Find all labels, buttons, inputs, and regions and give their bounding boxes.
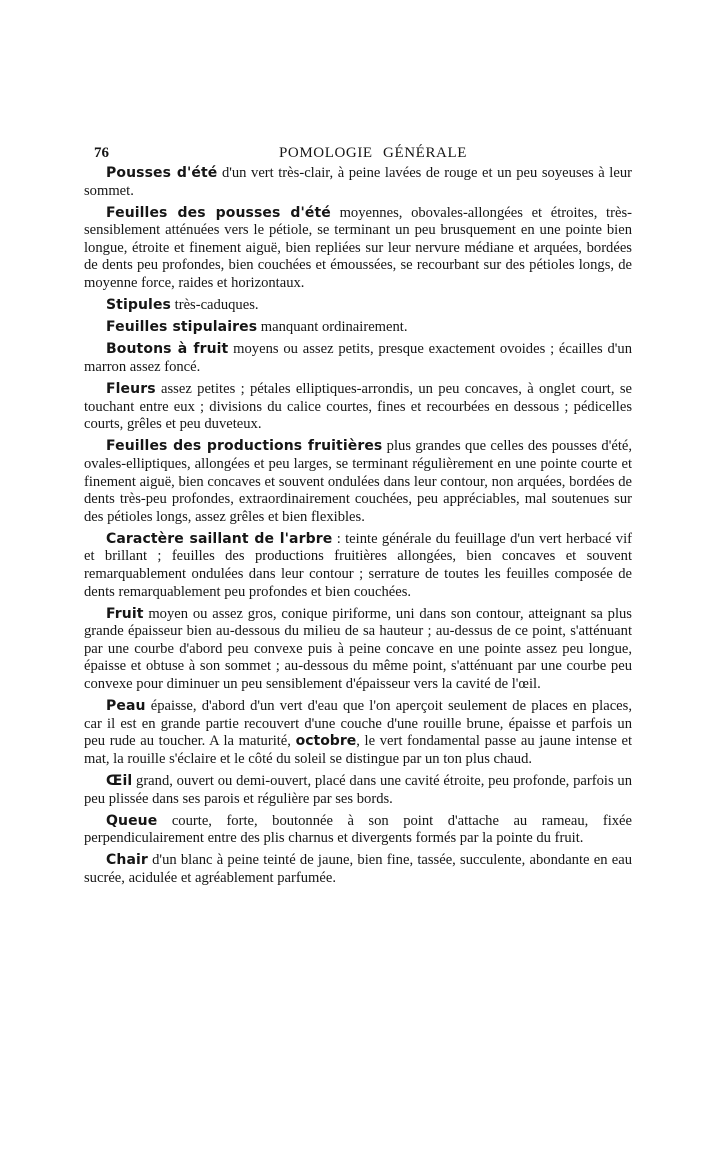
term: Peau: [106, 698, 146, 715]
paragraph-text: manquant ordinairement.: [257, 319, 408, 336]
running-head: [84, 143, 632, 165]
paragraph-oeil: [84, 773, 632, 808]
paragraph-feuilles-productions: [84, 438, 632, 526]
paragraph-text: épaisse, d'abord d'un vert d'eau que l'on aperçoit seulement de places en places, car il est en grande partie recouvert d'une couche d'une rouille brune, épaisse et parfois un peu rude au toucher. A la maturité,: [84, 698, 632, 750]
term: Feuilles stipulaires: [106, 319, 258, 336]
paragraph-stipules: [84, 297, 632, 315]
paragraph-fleurs: [84, 381, 632, 434]
term: Feuilles des productions fruitières: [106, 438, 383, 455]
paragraph-chair: [84, 852, 632, 887]
maturity-month: octobre: [295, 733, 357, 750]
paragraph-text-continued: , le vert fondamental passe au jaune intense et mat, la rouille s'éclaire et le côté du soleil se distingue par un ton plus chaud.: [84, 733, 632, 767]
paragraph-text: moyen ou assez gros, conique piriforme, uni dans son contour, atteignant sa plus grande épaisseur bien au-dessous du milieu de sa hauteur ; au-dessus de ce point, s'atténuant par une courbe d'abord peu convexe puis à peine concave en une pointe assez peu longue, épaisse et obtuse à son sommet ; au-dessous du même point, s'atténuant par une courbe peu convexe pour diminuer un peu sensiblement d'épaisseur vers la cavité de l'œil.: [84, 605, 632, 693]
page-number: 76: [94, 145, 109, 161]
term: Fleurs: [106, 381, 156, 398]
paragraph-feuilles-pousses: [84, 205, 632, 293]
term: Feuilles des pousses d'été: [106, 204, 331, 221]
paragraph-text: d'un blanc à peine teinté de jaune, bien fine, tassée, succulente, abondante en eau sucrée, acidulée et agréablement parfumée.: [84, 852, 632, 886]
paragraph-text: moyennes, obovales-allongées et étroites, très-sensiblement atténuées vers le pétiole, se terminant un peu brusquement en une pointe bien longue, étroite et finement aiguë, bien repliées sur leur nervure médiane et arquées, bordées de dents peu profondes, bien couchées et émoussées, se recourbant sur des pétioles longs, de moyenne force, raides et horizontaux.: [84, 204, 632, 292]
paragraph-peau: [84, 698, 632, 768]
paragraph-caractere: [84, 531, 632, 601]
running-title: POMOLOGIE GÉNÉRALE: [278, 145, 468, 161]
term: Queue: [106, 812, 158, 829]
paragraph-text: grand, ouvert ou demi-ouvert, placé dans une cavité étroite, peu profonde, parfois un peu plissée dans ses parois et régulière par ses bords.: [84, 773, 632, 807]
book-page: [84, 143, 632, 892]
term: Chair: [106, 852, 148, 869]
term: Fruit: [106, 605, 144, 622]
paragraph-text: assez petites ; pétales elliptiques-arrondis, un peu concaves, à onglet court, se touchant entre eux ; divisions du calice courtes, fines et recourbées en dessous ; pédicelles courts, grêles et peu duveteux.: [84, 381, 632, 433]
paragraph-queue: [84, 813, 632, 848]
paragraph-text: d'un vert très-clair, à peine lavées de rouge et un peu soyeuses à leur sommet.: [84, 165, 632, 199]
term: Pousses d'été: [106, 165, 218, 181]
term: Stipules: [106, 297, 171, 314]
term: Boutons à fruit: [106, 341, 229, 358]
paragraph-text: courte, forte, boutonnée à son point d'attache au rameau, fixée perpendiculairement entre des plis charnus et divergents formés par la pointe du fruit.: [84, 812, 632, 847]
paragraph-text: moyens ou assez petits, presque exactement ovoides ; écailles d'un marron assez foncé.: [84, 341, 633, 375]
paragraph-text: plus grandes que celles des pousses d'été, ovales-elliptiques, allongées et peu larges, se terminant régulièrement en une pointe courte et finement aiguë, bien concaves et souvent ondulées dans leur contour, non arquées, bordées de dents très-peu profondes, extraordinairement couchées, peu appréciables, mal soutenues sur des pétioles longs, assez grêles et bien flexibles.: [84, 438, 632, 525]
paragraph-boutons: [84, 341, 632, 376]
paragraph-feuilles-stipulaires: [84, 319, 632, 337]
paragraph-text: très-caduques.: [171, 297, 259, 314]
term: Caractère saillant de l'arbre: [106, 530, 333, 547]
paragraph-text: : teinte générale du feuillage d'un vert herbacé vif et brillant ; feuilles des productions fruitières allongées, bien concaves et souvent remarquablement ondulées dans leur contour ; serrature de toutes les feuilles composée de dents remarquablement peu profondes et bien couchées.: [84, 530, 633, 600]
paragraph-pousses-ete: [84, 165, 632, 200]
paragraph-fruit: [84, 606, 632, 694]
term: Œil: [106, 773, 133, 789]
